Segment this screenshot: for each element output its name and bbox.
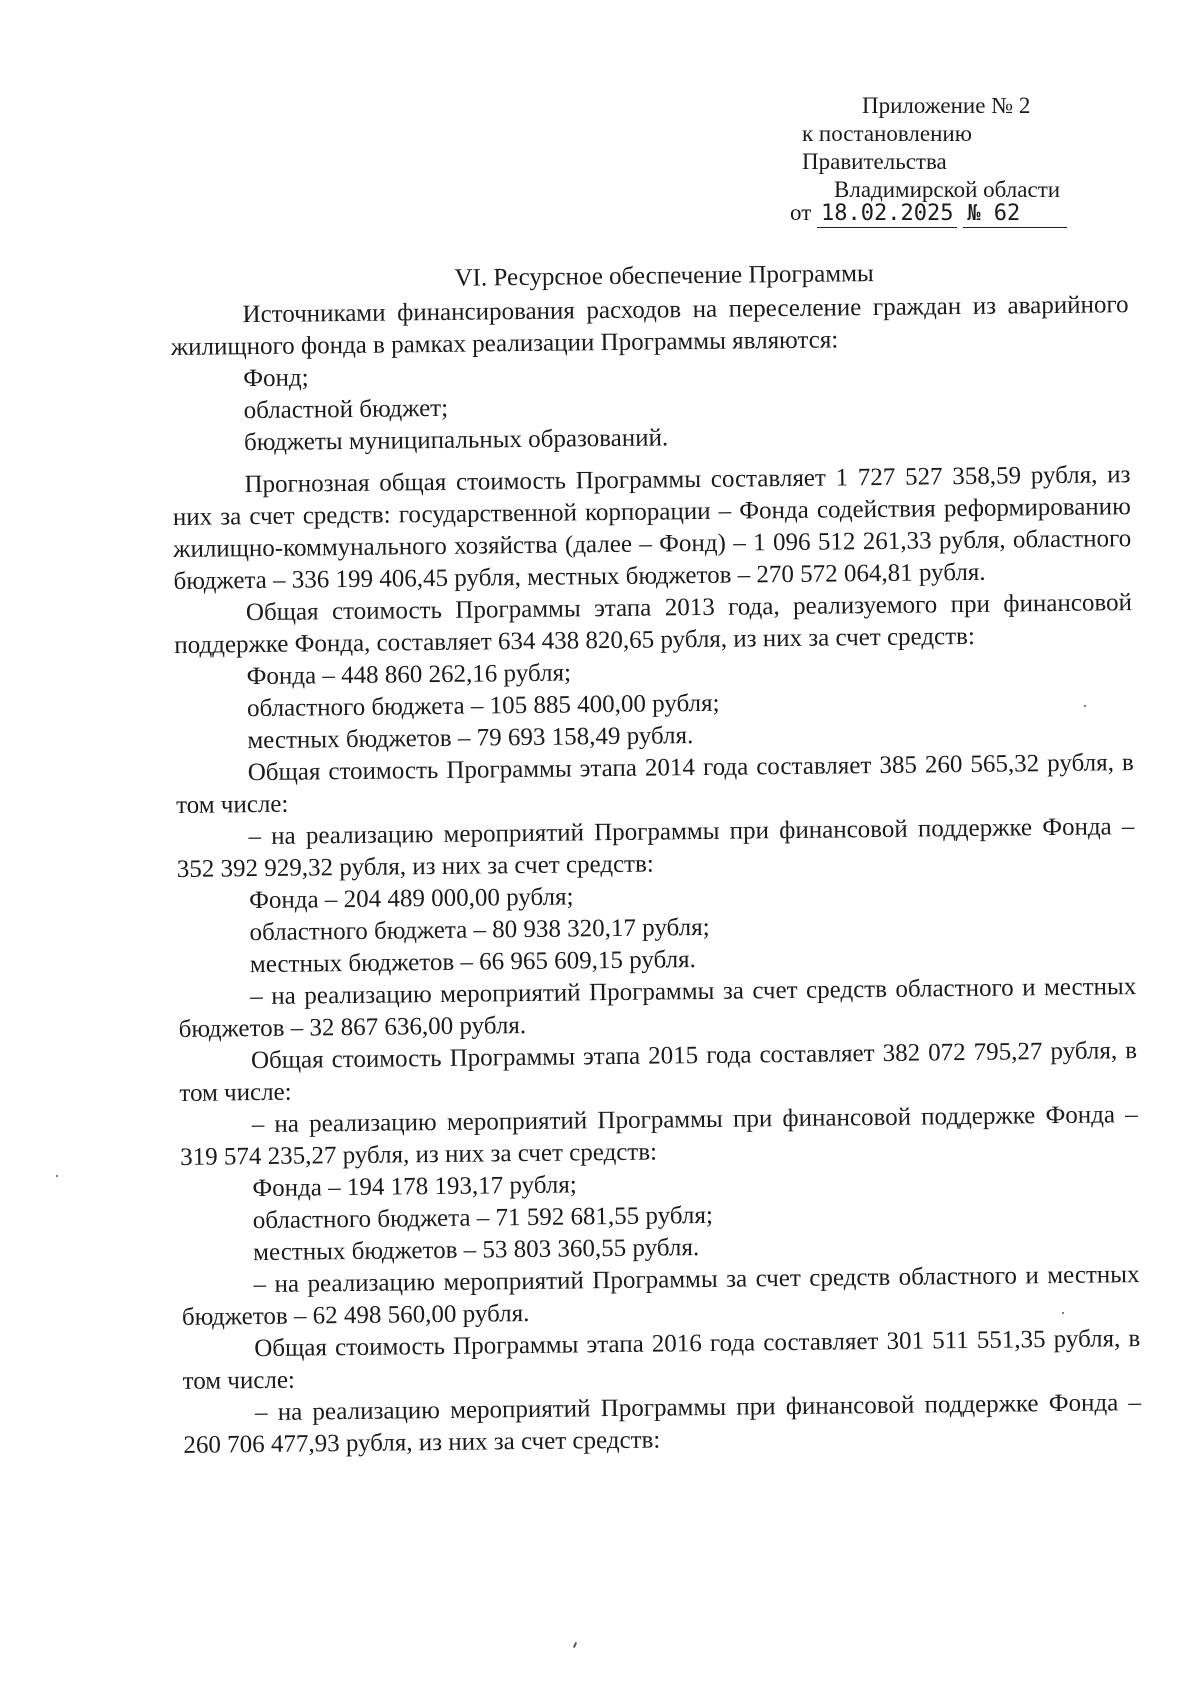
stage-2016-fund-support: – на реализацию мероприятий Программы при финансовой поддержке Фонда – 260 706 477,93 рубля, из них за счет средств: — [183, 1389, 1142, 1459]
stage-2013-paragraph: Общая стоимость Программы этапа 2013 года, реализуемого при финансовой поддержке Фонда, составляет 634 438 820,65 рубля, из них за счет средств: — [174, 589, 1133, 659]
section-title: VI. Ресурсное обеспечение Программы — [454, 260, 874, 292]
date-prefix: от — [790, 200, 812, 225]
stage-2013-item: Фонда – 448 860 262,16 рубля; — [246, 659, 572, 691]
stage-2014-item: местных бюджетов – 66 965 609,15 рубля. — [249, 946, 696, 979]
stage-2016-paragraph: Общая стоимость Программы этапа 2016 года составляет 301 511 551,35 рубля, в том числе: — [182, 1325, 1141, 1395]
stage-2014-paragraph: Общая стоимость Программы этапа 2014 года составляет 385 260 565,32 рубля, в том числе: — [175, 749, 1134, 819]
source-item: Фонд; — [243, 364, 309, 393]
order-date-number — [790, 200, 1067, 228]
resolution-label: к постановлению Правительства — [802, 121, 972, 174]
intro-paragraph: Источниками финансирования расходов на переселение граждан из аварийного жилищного фонда в рамках реализации Программы являются: — [170, 291, 1129, 361]
document-body — [170, 255, 1142, 1462]
approval-block — [780, 92, 1100, 204]
stage-2014-own-funds: – на реализацию мероприятий Программы за счет средств областного и местных бюджетов – 32 867 636,00 рубля. — [178, 973, 1137, 1043]
source-item: областной бюджет; — [243, 394, 449, 425]
stage-2015-paragraph: Общая стоимость Программы этапа 2015 года составляет 382 072 795,27 рубля, в том числе: — [179, 1037, 1138, 1107]
appendix-label: Приложение № 2 — [862, 93, 1031, 118]
stage-2015-item: областного бюджета – 71 592 681,55 рубля; — [252, 1201, 713, 1235]
stage-2013-item: местных бюджетов – 79 693 158,49 рубля. — [247, 722, 694, 755]
scan-speck — [1084, 705, 1086, 707]
stage-2014-item: Фонда – 204 489 000,00 рубля; — [249, 883, 574, 915]
region-label: Владимирской области — [834, 177, 1061, 202]
stage-2015-own-funds: – на реализацию мероприятий Программы за счет средств областного и местных бюджетов – 62 498 560,00 рубля. — [181, 1261, 1140, 1331]
stage-2015-fund-support: – на реализацию мероприятий Программы при финансовой поддержке Фонда – 319 574 235,27 рубля, из них за счет средств: — [179, 1101, 1138, 1171]
source-item: бюджеты муниципальных образований. — [243, 424, 669, 457]
order-number-field — [963, 201, 1067, 228]
scan-speck — [56, 1175, 58, 1177]
scan-speck — [1062, 1312, 1064, 1314]
scan-speck — [573, 1642, 577, 1648]
stage-2015-item: Фонда – 194 178 193,17 рубля; — [252, 1171, 577, 1203]
order-number: 62 — [993, 201, 1021, 226]
stage-2013-item: областного бюджета – 105 885 400,00 рубля; — [246, 689, 720, 723]
order-date: 18.02.2025 — [817, 201, 957, 228]
stage-2015-item: местных бюджетов – 53 803 360,55 рубля. — [253, 1234, 700, 1267]
total-cost-paragraph: Прогнозная общая стоимость Программы составляет 1 727 527 358,59 рубля, из них за счет средств: государственной корпорации – Фонда содействия реформированию жилищно-коммунального хозяйства (далее – Фонд) – 1 096 512 261,33 рубля, областного бюджета – 336 199 406,45 рубля, местных бюджетов – 270 572 064,81 рубля. — [172, 461, 1132, 595]
number-prefix: № — [967, 201, 981, 226]
stage-2014-item: областного бюджета – 80 938 320,17 рубля; — [249, 913, 710, 947]
stage-2014-fund-support: – на реализацию мероприятий Программы при финансовой поддержке Фонда – 352 392 929,32 рубля, из них за счет средств: — [176, 813, 1135, 883]
